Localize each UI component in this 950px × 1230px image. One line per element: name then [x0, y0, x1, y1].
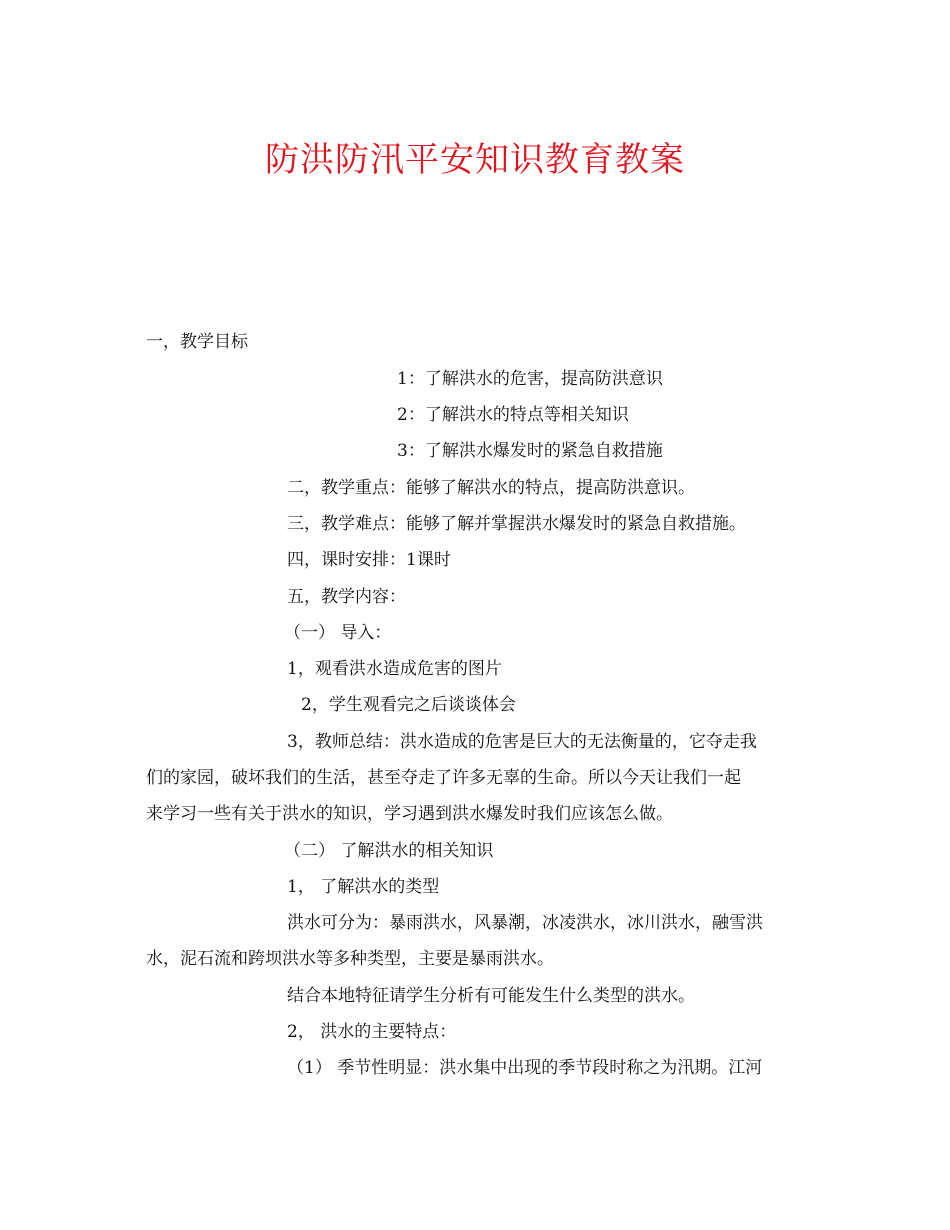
flood-types-paragraph-continued: 水，泥石流和跨坝洪水等多种类型，主要是暴雨洪水。: [146, 949, 554, 969]
flood-types-paragraph: 洪水可分为：暴雨洪水，风暴潮，冰凌洪水，冰川洪水，融雪洪: [287, 913, 763, 933]
knowledge-item-2: 2， 洪水的主要特点：: [287, 1022, 457, 1042]
intro-item-3-continued-1: 们的家园，破坏我们的生活，甚至夺走了许多无辜的生命。所以今天让我们一起: [146, 768, 741, 788]
subsection-knowledge-heading: （二） 了解洪水的相关知识: [284, 841, 494, 861]
intro-item-3-continued-2: 来学习一些有关于洪水的知识，学习遇到洪水爆发时我们应该怎么做。: [146, 804, 673, 824]
content-heading: 五，教学内容：: [287, 587, 406, 607]
key-point-line: 二，教学重点：能够了解洪水的特点，提高防洪意识。: [287, 478, 695, 498]
objective-item-2: 2：了解洪水的特点等相关知识: [397, 405, 629, 425]
schedule-line: 四，课时安排：1课时: [287, 550, 451, 570]
objective-item-1: 1：了解洪水的危害，提高防洪意识: [397, 369, 663, 389]
intro-item-1: 1，观看洪水造成危害的图片: [287, 659, 502, 679]
knowledge-item-1: 1， 了解洪水的类型: [287, 877, 440, 897]
difficulty-line: 三，教学难点：能够了解并掌握洪水爆发时的紧急自救措施。: [287, 514, 746, 534]
intro-item-3: 3，教师总结：洪水造成的危害是巨大的无法衡量的，它夺走我: [287, 732, 757, 752]
objective-item-3: 3：了解洪水爆发时的紧急自救措施: [397, 441, 663, 461]
section-heading-objectives: 一，教学目标: [146, 332, 248, 352]
subsection-intro-heading: （一） 导入：: [284, 623, 392, 643]
document-title: 防洪防汛平安知识教育教案: [265, 140, 685, 180]
local-analysis-line: 结合本地特征请学生分析有可能发生什么类型的洪水。: [287, 986, 695, 1006]
intro-item-2: 2，学生观看完之后谈谈体会: [301, 695, 516, 715]
feature-item-1: （1） 季节性明显：洪水集中出现的季节段时称之为汛期。江河: [287, 1058, 763, 1078]
